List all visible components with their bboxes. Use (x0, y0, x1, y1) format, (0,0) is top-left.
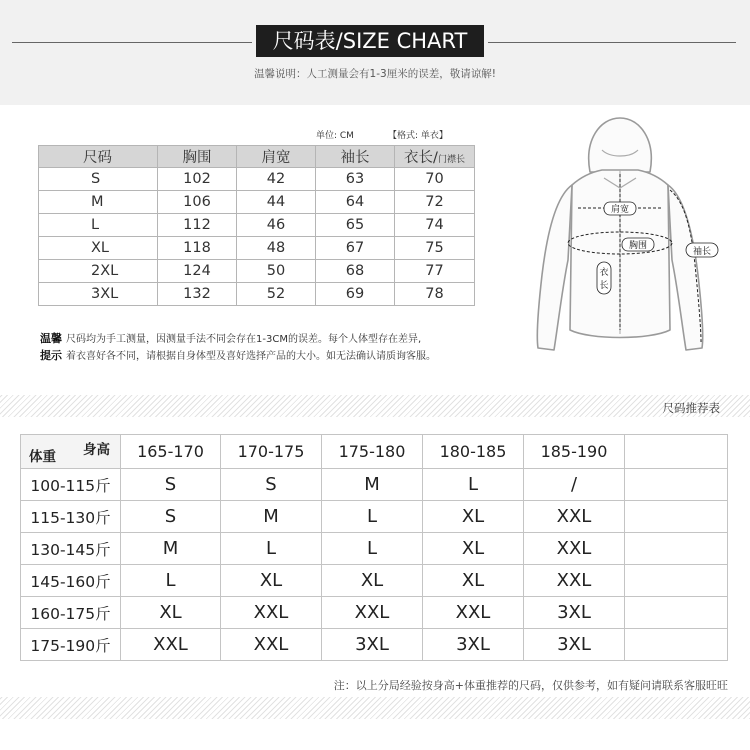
size-table-header-row (39, 146, 475, 168)
size-cell: XL (322, 565, 423, 597)
chest-label: 胸围 (628, 241, 648, 251)
shoulder-cell: 50 (237, 260, 316, 283)
size-cell: XXL (524, 565, 625, 597)
table-row (21, 501, 728, 533)
header-divider-left (12, 42, 252, 43)
size-cell: M (121, 533, 221, 565)
chest-col-header: 胸围 (158, 146, 237, 168)
length-cell: 77 (395, 260, 475, 283)
size-cell: XL (423, 565, 524, 597)
size-cell: 3XL (524, 629, 625, 661)
length-label-bottom: 长 (599, 281, 609, 291)
sleeve-cell: 68 (316, 260, 395, 283)
size-cell: XXL (121, 629, 221, 661)
size-cell: S (221, 469, 322, 501)
chest-cell: 106 (158, 191, 237, 214)
size-cell: XXL (524, 533, 625, 565)
sleeve-cell: 67 (316, 237, 395, 260)
weight-cell: 145-160斤 (21, 565, 121, 597)
length-cell: 70 (395, 168, 475, 191)
size-cell: / (524, 469, 625, 501)
height-header-cell: 170-175 (221, 435, 322, 469)
size-cell: 3XL (423, 629, 524, 661)
jacket-diagram (520, 110, 720, 360)
size-cell: XL (121, 597, 221, 629)
weight-cell: 115-130斤 (21, 501, 121, 533)
shoulder-cell: 44 (237, 191, 316, 214)
height-header-cell: 180-185 (423, 435, 524, 469)
size-cell: 2XL (39, 260, 158, 283)
length-col-header (395, 146, 475, 168)
left-sleeve-shape (537, 185, 572, 350)
hood-shape (589, 118, 652, 172)
table-corner-cell (21, 435, 121, 469)
size-cell: XXL (524, 501, 625, 533)
length-label-top: 衣 (599, 268, 609, 278)
length-cell: 78 (395, 283, 475, 306)
length-col-label: 衣长/ (404, 150, 438, 166)
size-chart-table (38, 145, 475, 306)
hatched-divider-top (0, 395, 750, 417)
size-cell: 3XL (39, 283, 158, 306)
table-row (21, 629, 728, 661)
size-cell: 3XL (524, 597, 625, 629)
size-cell (625, 469, 728, 501)
size-cell (625, 501, 728, 533)
table-row (21, 565, 728, 597)
size-cell: M (221, 501, 322, 533)
sleeve-cell: 63 (316, 168, 395, 191)
sleeve-label: 袖长 (692, 247, 712, 257)
hatched-divider-bottom (0, 697, 750, 719)
weight-cell: 130-145斤 (21, 533, 121, 565)
length-cell: 72 (395, 191, 475, 214)
unit-label: 单位: CM (316, 131, 354, 141)
tip-label-1: 温馨 (40, 332, 62, 345)
height-axis-label: 身高 (83, 442, 110, 458)
size-cell: XXL (221, 629, 322, 661)
format-label: 【格式: 单衣】 (388, 131, 448, 141)
size-cell: L (221, 533, 322, 565)
weight-axis-label: 体重 (29, 449, 56, 465)
table-row (21, 533, 728, 565)
sleeve-cell: 65 (316, 214, 395, 237)
shoulder-col-header: 肩宽 (237, 146, 316, 168)
size-cell (625, 565, 728, 597)
tip-line-1 (40, 331, 510, 348)
chest-cell: 118 (158, 237, 237, 260)
table-row (21, 469, 728, 501)
length-cell: 74 (395, 214, 475, 237)
size-cell (625, 533, 728, 565)
weight-cell: 100-115斤 (21, 469, 121, 501)
table-row (39, 283, 475, 306)
page-title: 尺码表/SIZE CHART (256, 25, 484, 57)
sleeve-cell: 64 (316, 191, 395, 214)
size-cell (625, 629, 728, 661)
size-cell: XL (423, 533, 524, 565)
placket-col-label: 门襟长 (437, 155, 465, 165)
shoulder-label: 肩宽 (610, 205, 630, 215)
tip-text-1: 尺码均为手工测量，因测量手法不同会存在1-3CM的误差。每个人体型存在差异, (66, 334, 422, 345)
tips-block (40, 331, 510, 365)
shoulder-cell: 46 (237, 214, 316, 237)
size-cell: S (121, 469, 221, 501)
measurement-note: 温馨说明：人工测量会有1-3厘米的误差，敬请谅解! (254, 68, 496, 80)
size-cell: XXL (423, 597, 524, 629)
footer-note: 注：以上分局经验按身高+体重推荐的尺码，仅供参考，如有疑问请联系客服旺旺 (333, 679, 728, 692)
size-cell: L (322, 501, 423, 533)
weight-cell: 160-175斤 (21, 597, 121, 629)
chest-cell: 112 (158, 214, 237, 237)
shoulder-cell: 48 (237, 237, 316, 260)
height-header-row (21, 435, 728, 469)
table-row (21, 597, 728, 629)
tip-text-2: 着衣喜好各不同，请根据自身体型及喜好选择产品的大小。如无法确认请质询客服。 (66, 351, 436, 362)
header-divider-right (488, 42, 736, 43)
recommendation-title: 尺码推荐表 (662, 401, 720, 415)
header-band (0, 0, 750, 105)
size-cell: XL (423, 501, 524, 533)
length-cell: 75 (395, 237, 475, 260)
size-cell: L (39, 214, 158, 237)
size-cell: XXL (221, 597, 322, 629)
table-row (39, 191, 475, 214)
size-cell: 3XL (322, 629, 423, 661)
size-cell: L (121, 565, 221, 597)
size-recommendation-table (20, 434, 728, 661)
size-col-header: 尺码 (39, 146, 158, 168)
chest-cell: 132 (158, 283, 237, 306)
tip-label-2: 提示 (40, 349, 62, 362)
sleeve-col-header: 袖长 (316, 146, 395, 168)
size-cell: M (39, 191, 158, 214)
size-cell: L (322, 533, 423, 565)
table-row (39, 214, 475, 237)
sleeve-cell: 69 (316, 283, 395, 306)
table-row (39, 260, 475, 283)
shoulder-cell: 52 (237, 283, 316, 306)
size-cell: S (39, 168, 158, 191)
tip-line-2 (40, 348, 510, 365)
height-header-cell: 165-170 (121, 435, 221, 469)
height-header-cell (625, 435, 728, 469)
chest-cell: 124 (158, 260, 237, 283)
right-sleeve-shape (668, 185, 703, 350)
size-cell (625, 597, 728, 629)
size-cell: XL (221, 565, 322, 597)
table-row (39, 237, 475, 260)
table-row (39, 168, 475, 191)
size-cell: S (121, 501, 221, 533)
height-header-cell: 185-190 (524, 435, 625, 469)
size-cell: XXL (322, 597, 423, 629)
size-cell: M (322, 469, 423, 501)
chest-cell: 102 (158, 168, 237, 191)
shoulder-cell: 42 (237, 168, 316, 191)
height-header-cell: 175-180 (322, 435, 423, 469)
size-cell: L (423, 469, 524, 501)
size-cell: XL (39, 237, 158, 260)
weight-cell: 175-190斤 (21, 629, 121, 661)
